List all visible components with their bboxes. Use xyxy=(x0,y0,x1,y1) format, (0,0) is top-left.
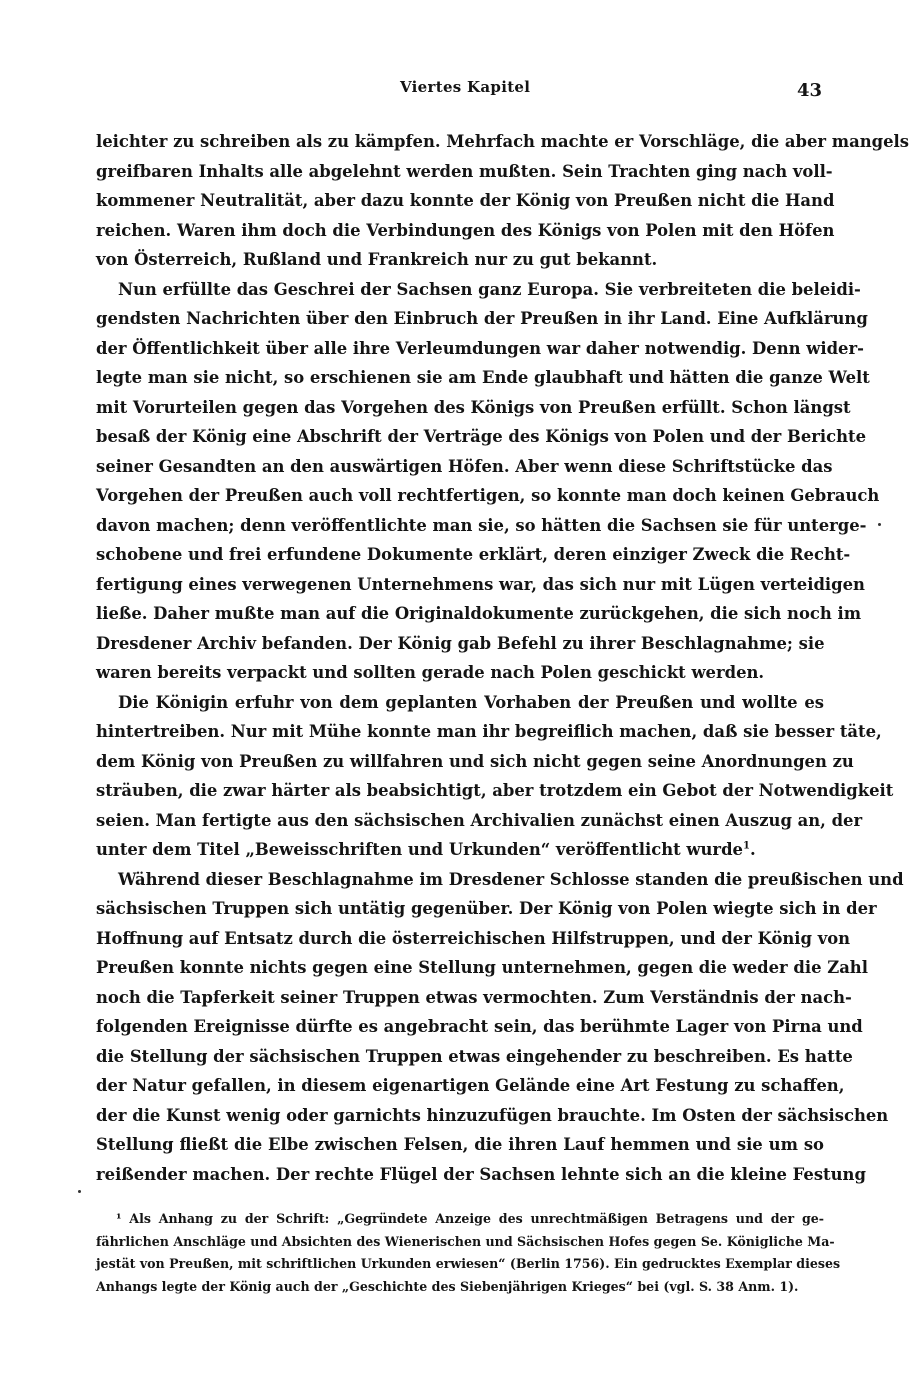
running-head xyxy=(0,76,900,100)
text-line: die Stellung der sächsischen Truppen etwas eingehender zu beschreiben. Es hatte xyxy=(96,1046,853,1066)
footnote-line: Anhangs legte der König auch der „Geschichte des Siebenjährigen Krieges“ bei (vgl. S. 38 Anm. 1). xyxy=(96,1278,799,1294)
text-line: kommener Neutralität, aber dazu konnte der König von Preußen nicht die Hand xyxy=(96,191,835,210)
text-line: seien. Man fertigte aus den sächsischen Archivalien zunächst einen Auszug an, der xyxy=(96,810,863,830)
footnote-line: jestät von Preußen, mit schriftlichen Urkunden erwiesen“ (Berlin 1756). Ein gedrucktes Exemplar dieses xyxy=(96,1256,841,1271)
body-text xyxy=(96,127,909,1189)
text-line: Während dieser Beschlagnahme im Dresdener Schlosse standen die preußischen und xyxy=(118,869,904,889)
text-line: der Natur gefallen, in diesem eigenartigen Gelände eine Art Festung zu schaffen, xyxy=(96,1076,845,1095)
footnote xyxy=(96,1208,841,1298)
text-line: dem König von Preußen zu willfahren und sich nicht gegen seine Anordnungen zu xyxy=(96,751,854,771)
text-line: unter dem Titel „Beweisschriften und Urkunden“ veröffentlicht wurde xyxy=(96,840,743,859)
text-line: der Öffentlichkeit über alle ihre Verleumdungen war daher notwendig. Denn wider- xyxy=(96,338,864,358)
text-line: hintertreiben. Nur mit Mühe konnte man ihr begreiflich machen, daß sie besser täte, xyxy=(96,722,882,741)
print-speck xyxy=(878,523,881,526)
text-line: Die Königin erfuhr von dem geplanten Vorhaben der Preußen und wollte es xyxy=(118,692,824,712)
footnote-reference: 1 xyxy=(742,840,750,852)
footnote-line: fährlichen Anschläge und Absichten des Wienerischen und Sächsischen Hofes gegen Se. Königliche Ma- xyxy=(96,1233,835,1249)
text-line: sächsischen Truppen sich untätig gegenüber. Der König von Polen wiegte sich in der xyxy=(96,899,877,918)
text-line: mit Vorurteilen gegen das Vorgehen des Königs von Preußen erfüllt. Schon längst xyxy=(96,397,851,417)
footnote-line: ¹ Als Anhang zu der Schrift: „Gegründete Anzeige des unrechtmäßigen Betragens und der ge- xyxy=(116,1211,824,1226)
text-line: Nun erfüllte das Geschrei der Sachsen ganz Europa. Sie verbreiteten die beleidi- xyxy=(118,279,861,299)
text-line: fertigung eines verwegenen Unternehmens war, das sich nur mit Lügen verteidigen xyxy=(96,574,865,594)
text-line: gendsten Nachrichten über den Einbruch der Preußen in ihr Land. Eine Aufklärung xyxy=(96,309,868,328)
text-line: legte man sie nicht, so erschienen sie am Ende glaubhaft und hätten die ganze Welt xyxy=(96,368,870,387)
text-line: davon machen; denn veröffentlichte man sie, so hätten die Sachsen sie für unterge- xyxy=(96,515,867,535)
print-speck xyxy=(78,1190,81,1193)
text-line: reichen. Waren ihm doch die Verbindungen des Königs von Polen mit den Höfen xyxy=(96,220,835,240)
text-line: von Österreich, Rußland und Frankreich nur zu gut bekannt. xyxy=(96,250,658,269)
text-line: waren bereits verpackt und sollten gerade nach Polen geschickt werden. xyxy=(96,663,765,682)
text-line: Vorgehen der Preußen auch voll rechtfertigen, so konnte man doch keinen Gebrauch xyxy=(96,486,880,505)
text-line: sträuben, die zwar härter als beabsichtigt, aber trotzdem ein Gebot der Notwendigkeit xyxy=(96,781,894,800)
text-line: der die Kunst wenig oder garnichts hinzuzufügen brauchte. Im Osten der sächsischen xyxy=(96,1105,889,1125)
text-line: Dresdener Archiv befanden. Der König gab Befehl zu ihrer Beschlagnahme; sie xyxy=(96,633,825,653)
text-line: greifbaren Inhalts alle abgelehnt werden mußten. Sein Trachten ging nach voll- xyxy=(96,161,833,181)
text-line: seiner Gesandten an den auswärtigen Höfen. Aber wenn diese Schriftstücke das xyxy=(96,456,833,476)
text-line: leichter zu schreiben als zu kämpfen. Mehrfach machte er Vorschläge, die aber mangels xyxy=(96,132,909,151)
running-title: Viertes Kapitel xyxy=(400,78,531,96)
text-line: ließe. Daher mußte man auf die Originaldokumente zurückgehen, die sich noch im xyxy=(96,604,862,623)
text-line: folgenden Ereignisse dürfte es angebracht sein, das berühmte Lager von Pirna und xyxy=(96,1017,863,1036)
text-line: Stellung fließt die Elbe zwischen Felsen, die ihren Lauf hemmen und sie um so xyxy=(96,1135,824,1154)
text-line: noch die Tapferkeit seiner Truppen etwas vermochten. Zum Verständnis der nach- xyxy=(96,987,852,1007)
text-line-with-footnote: unter dem Titel „Beweisschriften und Urkunden“ veröffentlicht wurde$^1$. xyxy=(96,840,756,859)
text-line: schobene und frei erfundene Dokumente erklärt, deren einziger Zweck die Recht- xyxy=(96,545,851,564)
text-line: Preußen konnte nichts gegen eine Stellung unternehmen, gegen die weder die Zahl xyxy=(96,958,868,977)
page-number: 43 xyxy=(797,80,823,101)
text-line: besaß der König eine Abschrift der Verträge des Königs von Polen und der Berichte xyxy=(96,427,867,446)
text-line: reißender machen. Der rechte Flügel der Sachsen lehnte sich an die kleine Festung xyxy=(96,1164,866,1184)
text-line: Hoffnung auf Entsatz durch die österreichischen Hilfstruppen, und der König von xyxy=(96,928,851,948)
